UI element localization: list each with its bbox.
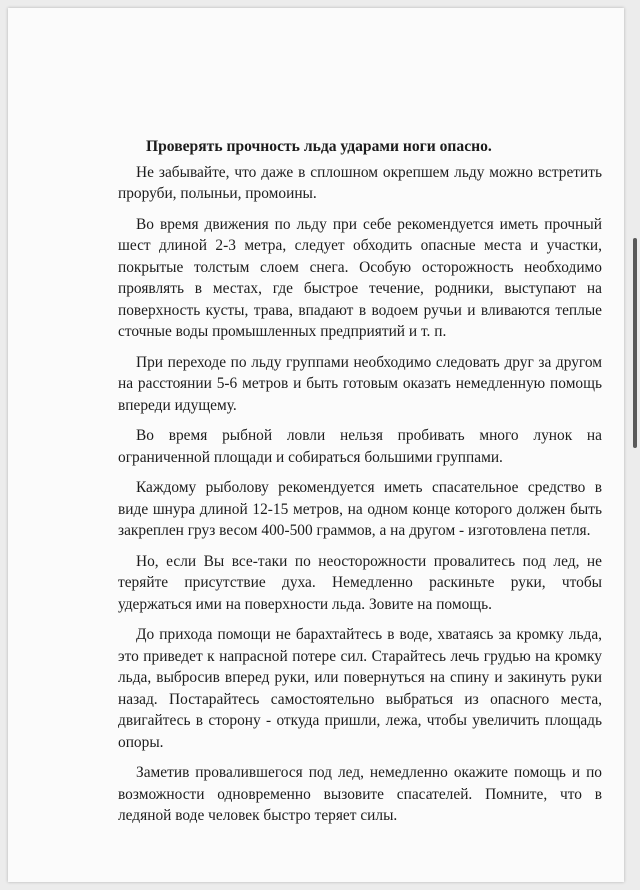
paragraph-5: Каждому рыболову рекомендуется иметь спасательное средство в виде шнура длиной 12-15 метров, на одном конце которого должен быть закреплен груз весом 400-500 граммов, а на другом - изготовлена петля. bbox=[118, 479, 602, 539]
paragraph-8: Заметив провалившегося под лед, немедленно окажите помощь и по возможности одновременно вызовите спасателей. Помните, что в ледяной воде человек быстро теряет силы. bbox=[118, 764, 602, 824]
paragraph-7: До прихода помощи не барахтайтесь в воде, хватаясь за кромку льда, это приведет к напрасной потере сил. Старайтесь лечь грудью на кромку льда, выбросив вперед руки, или повернуться на спину и закинуть руки назад. Постарайтесь самостоятельно выбраться из опасного места, двигайтесь в сторону - откуда пришли, лежа, чтобы увеличить площадь опоры. bbox=[118, 626, 602, 751]
paragraph-2: Во время движения по льду при себе рекомендуется иметь прочный шест длиной 2-3 метра, следует обходить опасные места и участки, покрытые толстым слоем снега. Особую осторожность необходимо проявлять в местах, где быстрое течение, родники, выступают на поверхность кусты, трава, впадают в водоем ручьи и вливаются теплые сточные воды промышленных предприятий и т. п. bbox=[118, 215, 602, 340]
paragraph-3: При переходе по льду группами необходимо следовать друг за другом на расстоянии 5-6 метров и быть готовым оказать немедленную помощь впереди идущему. bbox=[118, 353, 602, 414]
document-body bbox=[118, 136, 602, 836]
paragraph-1: Не забывайте, что даже в сплошном окрепшем льду можно встретить проруби, полыньи, промоины. bbox=[118, 163, 602, 202]
document-title: Проверять прочность льда ударами ноги опасно. bbox=[146, 138, 492, 155]
paragraph-6: Но, если Вы все-таки по неосторожности провалитесь под лед, не теряйте присутствие духа. Немедленно раскиньте руки, чтобы удержаться ими на поверхности льда. Зовите на помощь. bbox=[118, 552, 602, 613]
document-page bbox=[8, 8, 624, 882]
paragraph-4: Во время рыбной ловли нельзя пробивать много лунок на ограниченной площади и собираться большими группами. bbox=[118, 427, 602, 466]
scrollbar-thumb[interactable] bbox=[633, 238, 637, 448]
